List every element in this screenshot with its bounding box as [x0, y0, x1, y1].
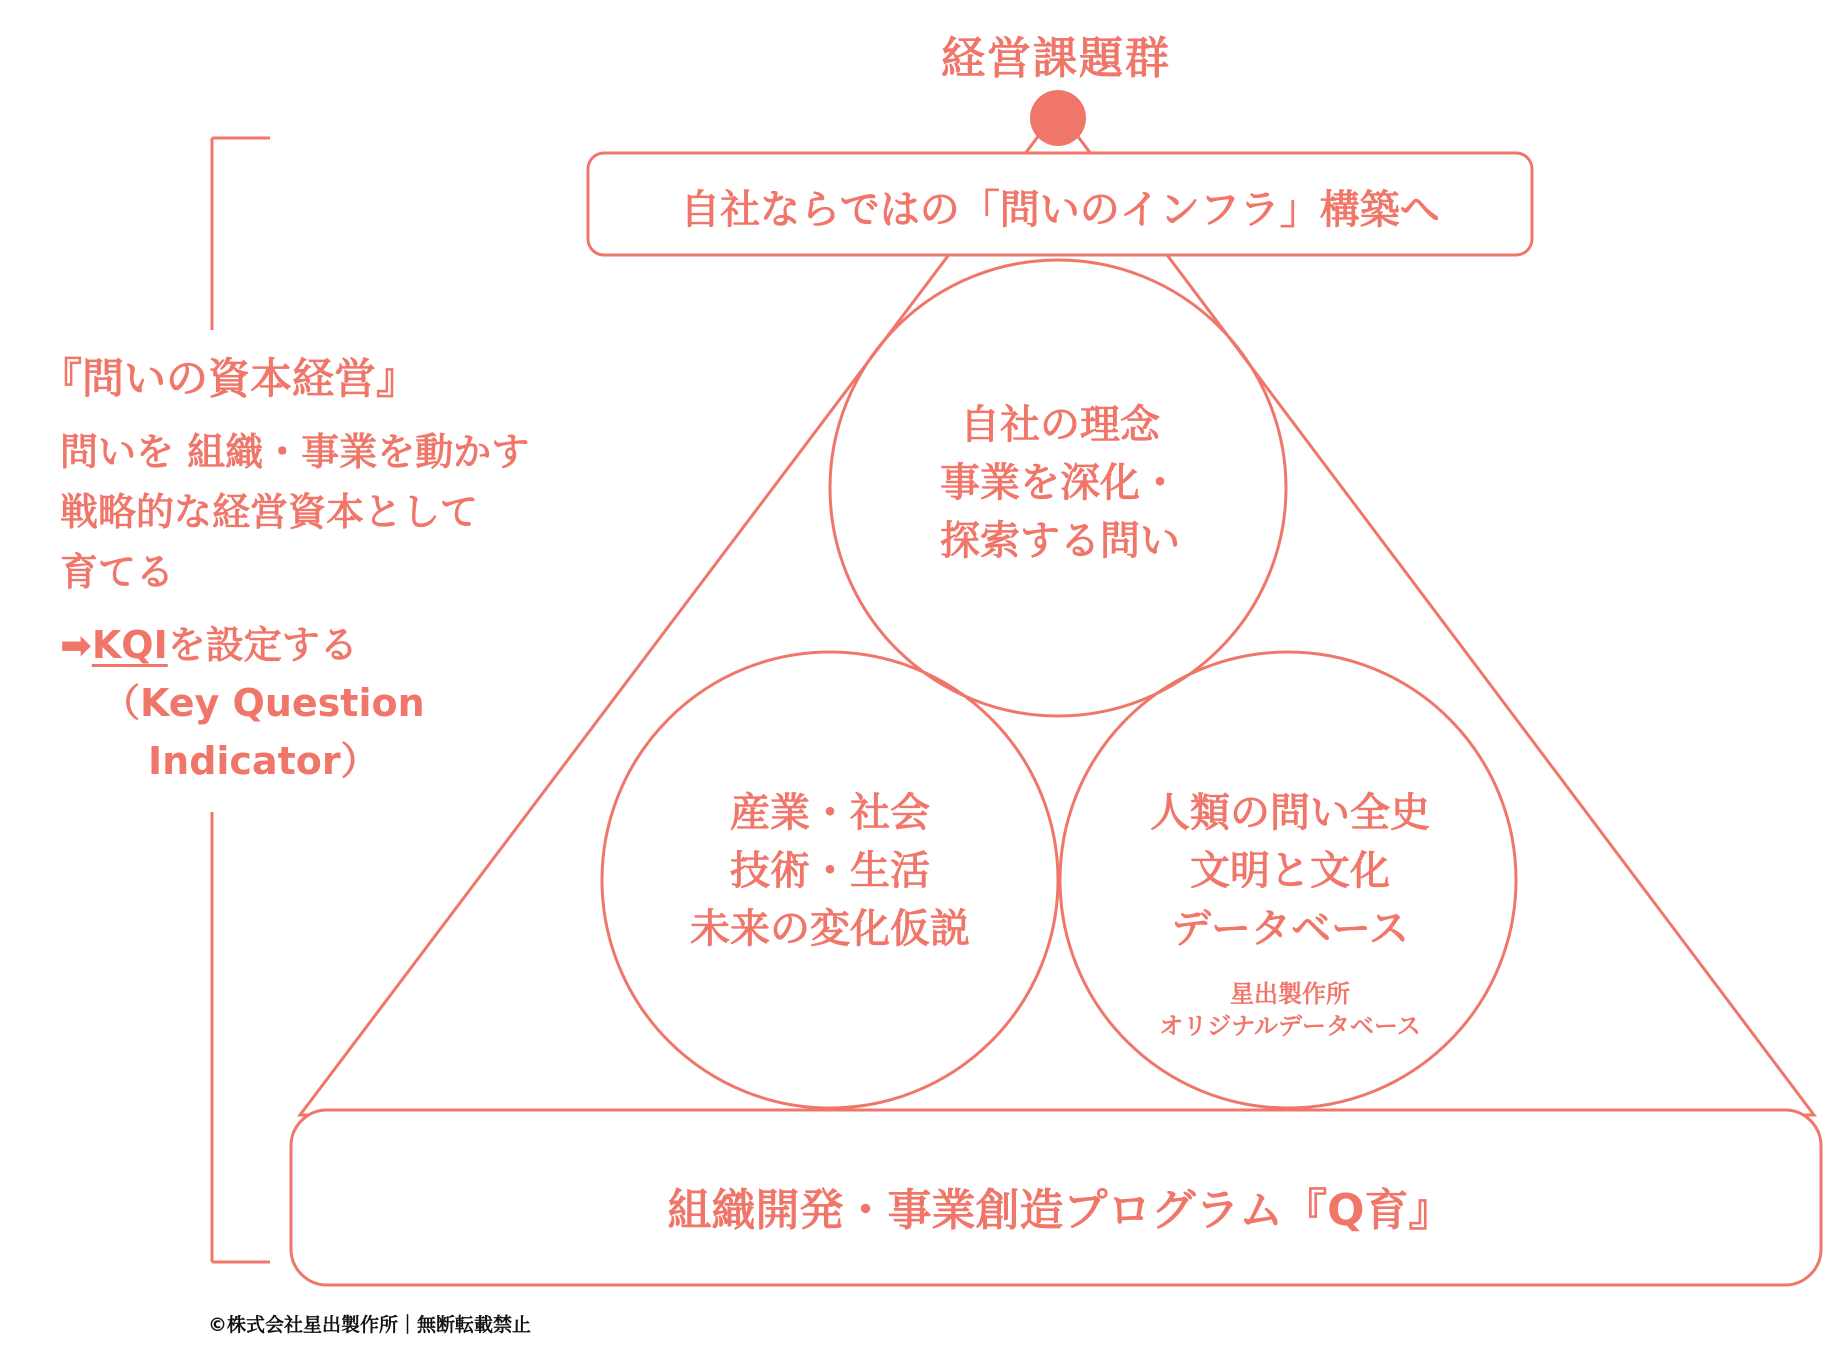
circle-top-line: 探索する問い [940, 518, 1180, 564]
circle-top-line: 事業を深化・ [940, 460, 1180, 506]
kqi-suffix: を設定する [167, 623, 358, 667]
circle-top-text [830, 396, 1290, 570]
circle-bottom-right-line: 文明と文化 [1190, 848, 1390, 894]
side-panel [40, 346, 600, 790]
apex-dot [1030, 90, 1086, 146]
program-box-label: 組織開発・事業創造プログラム『Q育』 [667, 1185, 1453, 1236]
circle-bottom-right-text [1060, 784, 1520, 958]
note-line: オリジナルデータベース [1159, 1012, 1421, 1040]
kqi-line [60, 616, 600, 674]
circle-bottom-left-line: 産業・社会 [730, 790, 930, 836]
circle-bottom-right-note [1060, 978, 1520, 1042]
circle-bottom-right-line: 人類の問い全史 [1150, 790, 1430, 836]
kqi-abbr: KQI [91, 623, 168, 667]
circle-bottom-left-line: 技術・生活 [730, 848, 930, 894]
kqi-full-line1: （Key Question [102, 681, 425, 725]
infra-box-label: 自社ならではの「問いのインフラ」構築へ [680, 187, 1440, 233]
circle-bottom-left-text [600, 784, 1060, 958]
kqi-full-line2: Indicator） [148, 739, 379, 783]
side-description-line: 問いを 組織・事業を動かす [60, 430, 530, 474]
side-description-line: 戦略的な経営資本として [60, 490, 479, 534]
arrow-right-icon: ➡ [60, 623, 92, 667]
circle-bottom-right-line: データベース [1171, 906, 1409, 952]
copyright-notice: ©株式会社星出製作所｜無断転載禁止 [208, 1314, 532, 1336]
diagram-title: 経営課題群 [941, 33, 1171, 84]
side-description [60, 422, 600, 602]
kqi-block [60, 616, 600, 790]
note-line: 星出製作所 [1230, 980, 1350, 1008]
side-heading: 『問いの資本経営』 [40, 354, 419, 403]
circle-top-line: 自社の理念 [960, 402, 1160, 448]
circle-bottom-left-line: 未来の変化仮説 [690, 906, 970, 952]
side-description-line: 育てる [60, 550, 175, 594]
